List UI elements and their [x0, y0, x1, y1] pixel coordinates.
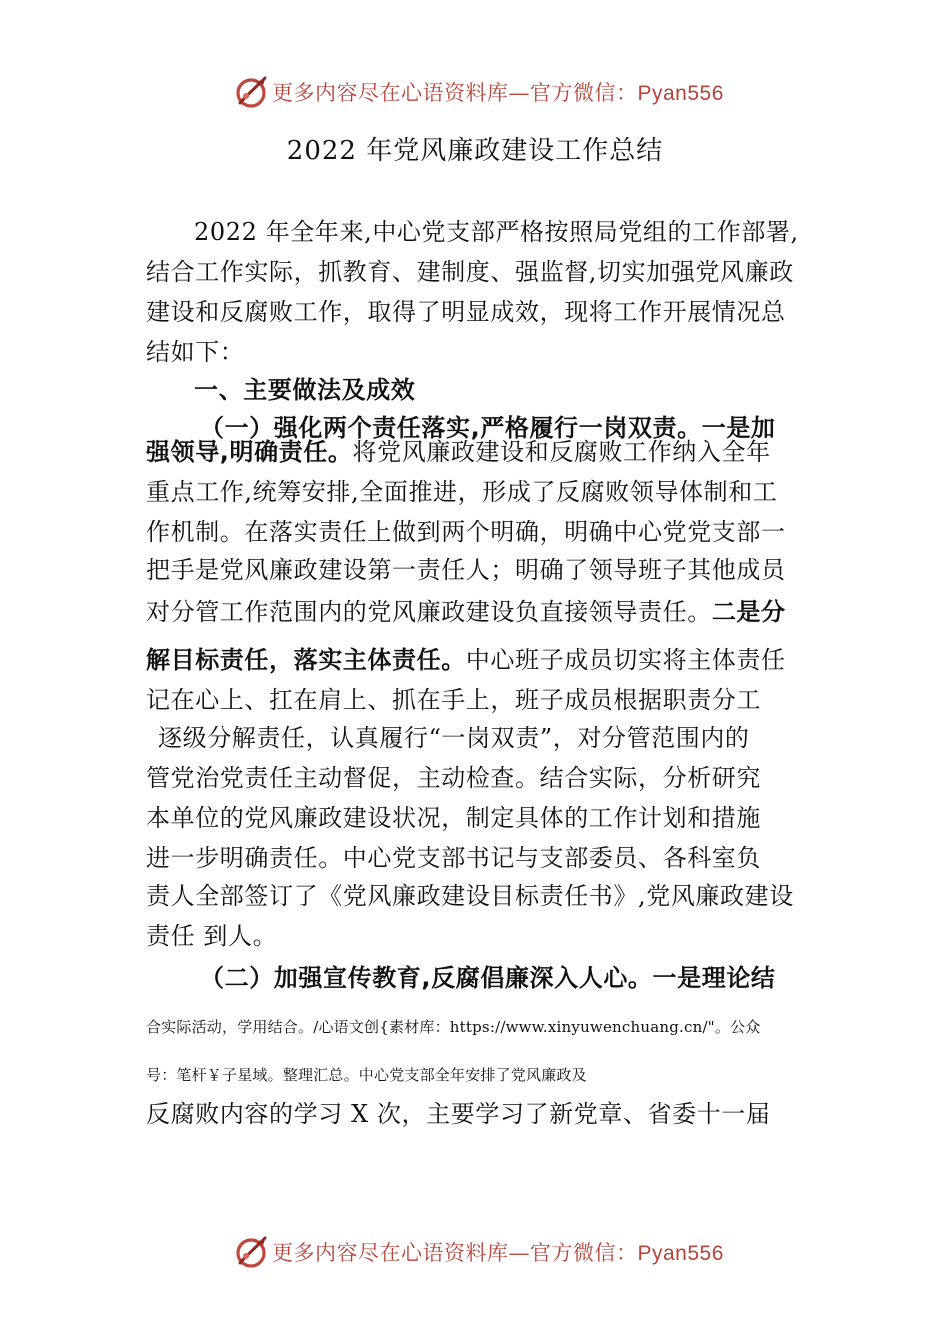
paragraph-line: 进一步明确责任。中心党支部书记与支部委员、各科室负 — [146, 844, 761, 872]
paragraph-line: 逐级分解责任，认真履行“一岗双责”，对分管范围内的 — [158, 724, 750, 752]
paragraph-line: 责人全部签订了《党风廉政建设目标责任书》,党风廉政建设 — [146, 882, 794, 910]
paragraph-line: 责任 到人。 — [146, 922, 278, 950]
paragraph-line: 把手是党风廉政建设第一责任人；明确了领导班子其他成员 — [146, 556, 786, 584]
paragraph-line: 本单位的党风廉政建设状况，制定具体的工作计划和措施 — [146, 804, 761, 832]
paragraph-line: 2022 年全年来,中心党支部严格按照局党组的工作部署, — [194, 218, 799, 246]
subsection-heading: （一）强化两个责任落实,严格履行一岗双责。一是加 — [200, 414, 776, 442]
paragraph-line-small: 合实际活动，学用结合。/心语文创{素材库：https://www.xinyuwenchuang.cn/"。公众 — [146, 1018, 761, 1036]
subsection-heading: （二）加强宣传教育,反腐倡廉深入人心。一是理论结 — [200, 964, 776, 992]
paragraph-line: 结如下： — [146, 338, 245, 366]
bold-lead-phrase: 二是分 — [711, 598, 786, 626]
paragraph-line: 对分管工作范围内的党风廉政建设负直接领导责任。二是分 — [146, 598, 786, 626]
top-watermark-banner — [234, 72, 754, 112]
paragraph-line: 解目标责任，落实主体责任。中心班子成员切实将主体责任 — [146, 646, 786, 674]
paragraph-line: 建设和反腐败工作，取得了明显成效，现将工作开展情况总 — [146, 298, 786, 326]
brush-pen-logo-icon — [234, 1234, 270, 1270]
paragraph-line: 强领导,明确责任。将党风廉政建设和反腐败工作纳入全年 — [146, 438, 771, 466]
brush-pen-logo-icon — [234, 74, 270, 110]
watermark-text: 更多内容尽在心语资料库—官方微信：Pyan556 — [272, 1241, 724, 1265]
bottom-watermark-banner — [234, 1232, 754, 1272]
document-title: 2022 年党风廉政建设工作总结 — [286, 136, 664, 166]
section-heading: 一、主要做法及成效 — [194, 376, 416, 404]
paragraph-line: 记在心上、扛在肩上、抓在手上，班子成员根据职责分工 — [146, 686, 761, 714]
paragraph-line: 管党治党责任主动督促，主动检查。结合实际，分析研究 — [146, 764, 761, 792]
bold-lead-phrase: 强领导,明确责任。 — [146, 438, 353, 466]
bold-lead-phrase: 解目标责任，落实主体责任。 — [146, 646, 466, 674]
watermark-text: 更多内容尽在心语资料库—官方微信：Pyan556 — [272, 81, 724, 105]
wechat-id: Pyan556 — [637, 82, 724, 105]
paragraph-line: 结合工作实际，抓教育、建制度、强监督,切实加强党风廉政 — [146, 258, 794, 286]
paragraph-line: 作机制。在落实责任上做到两个明确，明确中心党党支部一 — [146, 518, 786, 546]
paragraph-line-small: 号：笔杆￥子星域。整理汇总。中心党支部全年安排了党风廉政及 — [146, 1066, 587, 1084]
paragraph-line: 反腐败内容的学习 X 次，主要学习了新党章、省委十一届 — [146, 1100, 771, 1128]
wechat-id: Pyan556 — [637, 1242, 724, 1265]
paragraph-line: 重点工作,统筹安排,全面推进，形成了反腐败领导体制和工 — [146, 478, 778, 506]
